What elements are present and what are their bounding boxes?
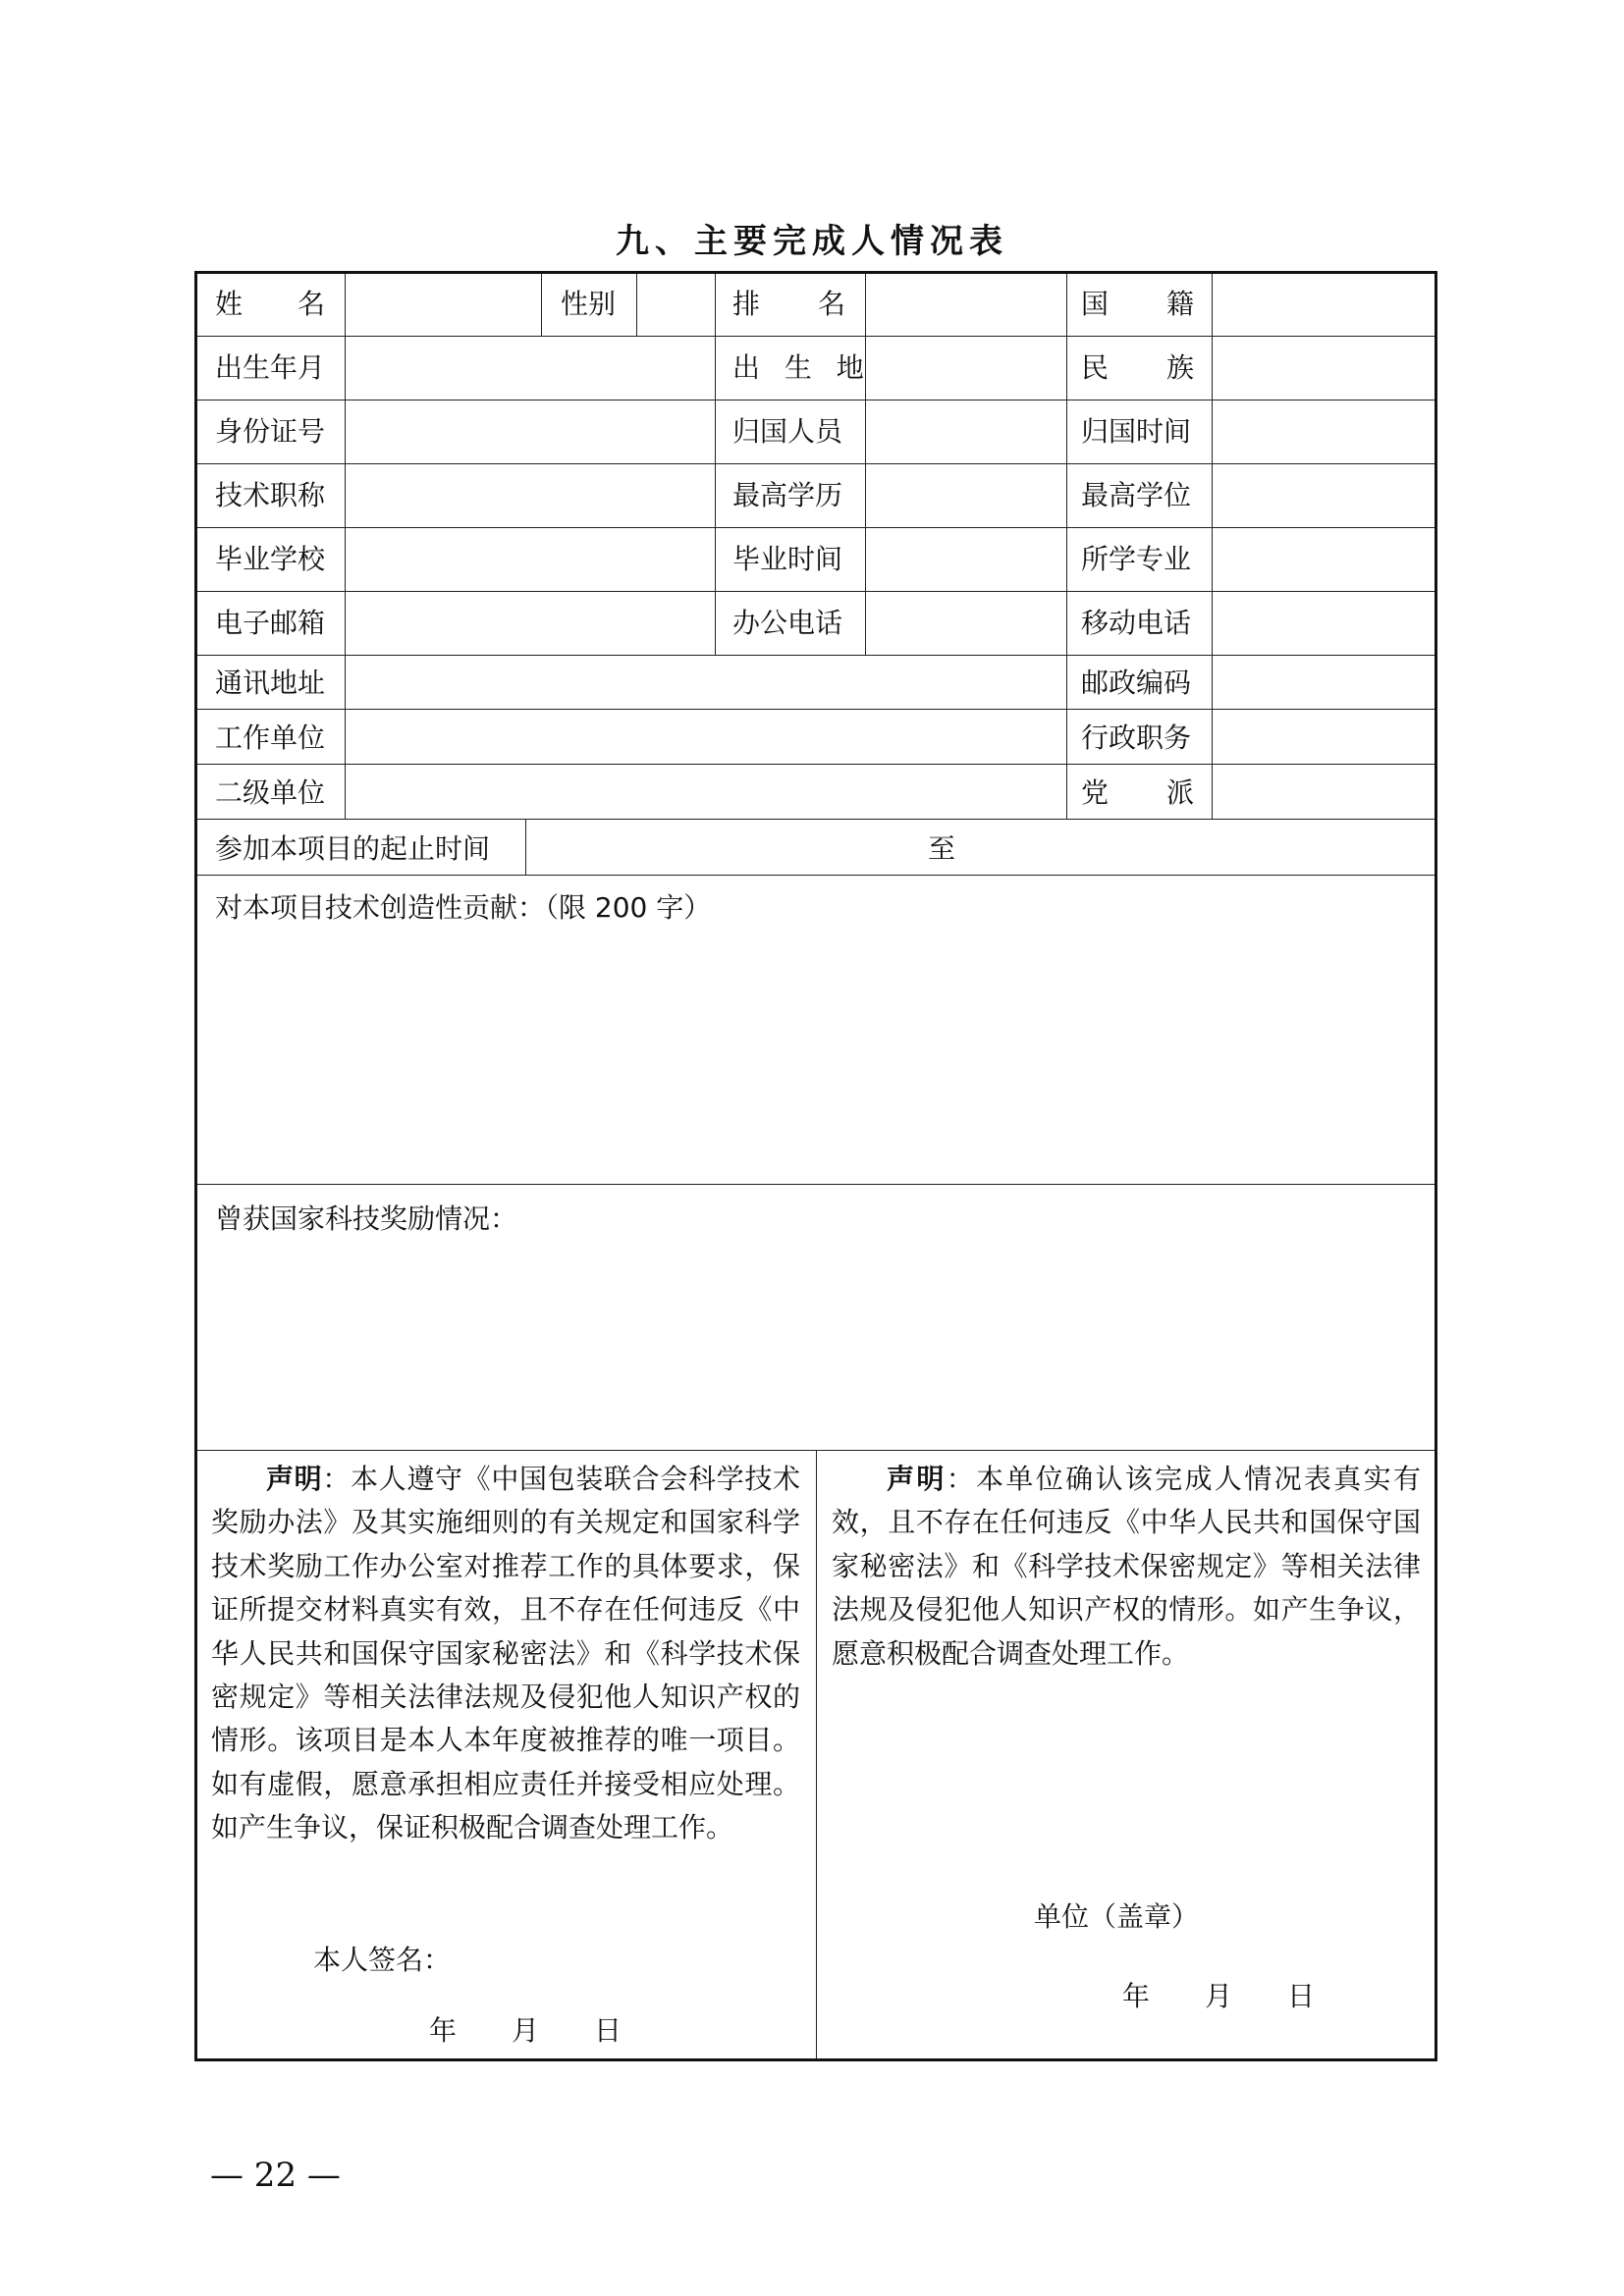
completer-info-form bbox=[194, 271, 1437, 2061]
label-major: 所学专业 bbox=[1081, 543, 1192, 575]
declaration-personal-text: ：本人遵守《中国包装联合会科学技术奖励办法》及其实施细则的有关规定和国家科学技术奖励工作办公室对推荐工作的具体要求，保证所提交材料真实有效，且不存在任何违反《中华人民共和国保守国家秘密法》和《科学技术保密规定》等相关法律法规及侵犯他人知识产权的情形。该项目是本人本年度被推荐的唯一项目。如有虚假，愿意承担相应责任并接受相应处理。如产生争议，保证积极配合调查处理工作。 bbox=[211, 1463, 800, 1844]
label-gender: 性别 bbox=[561, 288, 617, 320]
page-title: 九、主要完成人情况表 bbox=[616, 222, 1008, 261]
unit-seal-label: 单位（盖章） bbox=[1034, 1900, 1200, 1933]
label-tech-title: 技术职称 bbox=[215, 479, 326, 511]
label-return-time: 归国时间 bbox=[1081, 415, 1192, 448]
declaration-personal-label: 声明 bbox=[266, 1463, 323, 1495]
page-number: — 22 — bbox=[210, 2156, 341, 2195]
label-email: 电子邮箱 bbox=[215, 607, 326, 639]
label-degree: 最高学位 bbox=[1081, 479, 1192, 511]
label-to: 至 bbox=[928, 832, 956, 865]
label-subunit: 二级单位 bbox=[215, 776, 326, 809]
label-position: 行政职务 bbox=[1081, 721, 1192, 754]
label-employer: 工作单位 bbox=[215, 721, 326, 754]
label-nationality: 国 籍 bbox=[1081, 288, 1194, 320]
label-birthplace: 出 生 地 bbox=[732, 351, 872, 384]
declaration-personal bbox=[211, 1458, 800, 1850]
label-office-phone: 办公电话 bbox=[732, 607, 843, 639]
declaration-unit-label: 声明 bbox=[887, 1463, 947, 1495]
personal-signature-label: 本人签名： bbox=[313, 1944, 452, 1976]
label-returnee: 归国人员 bbox=[732, 415, 843, 448]
declaration-unit bbox=[832, 1458, 1421, 1676]
label-mobile: 移动电话 bbox=[1081, 607, 1192, 639]
label-education: 最高学历 bbox=[732, 479, 843, 511]
unit-date: 年 月 日 bbox=[1122, 1980, 1316, 2012]
label-contribution: 对本项目技术创造性贡献：（限 200 字） bbox=[215, 891, 712, 924]
label-school: 毕业学校 bbox=[215, 543, 326, 575]
label-ethnicity: 民 族 bbox=[1081, 351, 1194, 384]
declaration-unit-text: ：本单位确认该完成人情况表真实有效，且不存在任何违反《中华人民共和国保守国家秘密法》和《科学技术保密规定》等相关法律法规及侵犯他人知识产权的情形。如产生争议，愿意积极配合调查处理工作。 bbox=[832, 1463, 1421, 1670]
label-name: 姓 名 bbox=[215, 288, 325, 320]
label-rank: 排 名 bbox=[732, 288, 845, 320]
label-address: 通讯地址 bbox=[215, 667, 326, 699]
label-birth-date: 出生年月 bbox=[215, 351, 326, 384]
label-id-number: 身份证号 bbox=[215, 415, 326, 448]
label-party: 党 派 bbox=[1081, 776, 1194, 809]
label-awards: 曾获国家科技奖励情况： bbox=[215, 1202, 518, 1235]
label-grad-time: 毕业时间 bbox=[732, 543, 843, 575]
personal-date: 年 月 日 bbox=[429, 2014, 623, 2047]
label-period: 参加本项目的起止时间 bbox=[215, 832, 491, 865]
label-postcode: 邮政编码 bbox=[1081, 667, 1192, 699]
